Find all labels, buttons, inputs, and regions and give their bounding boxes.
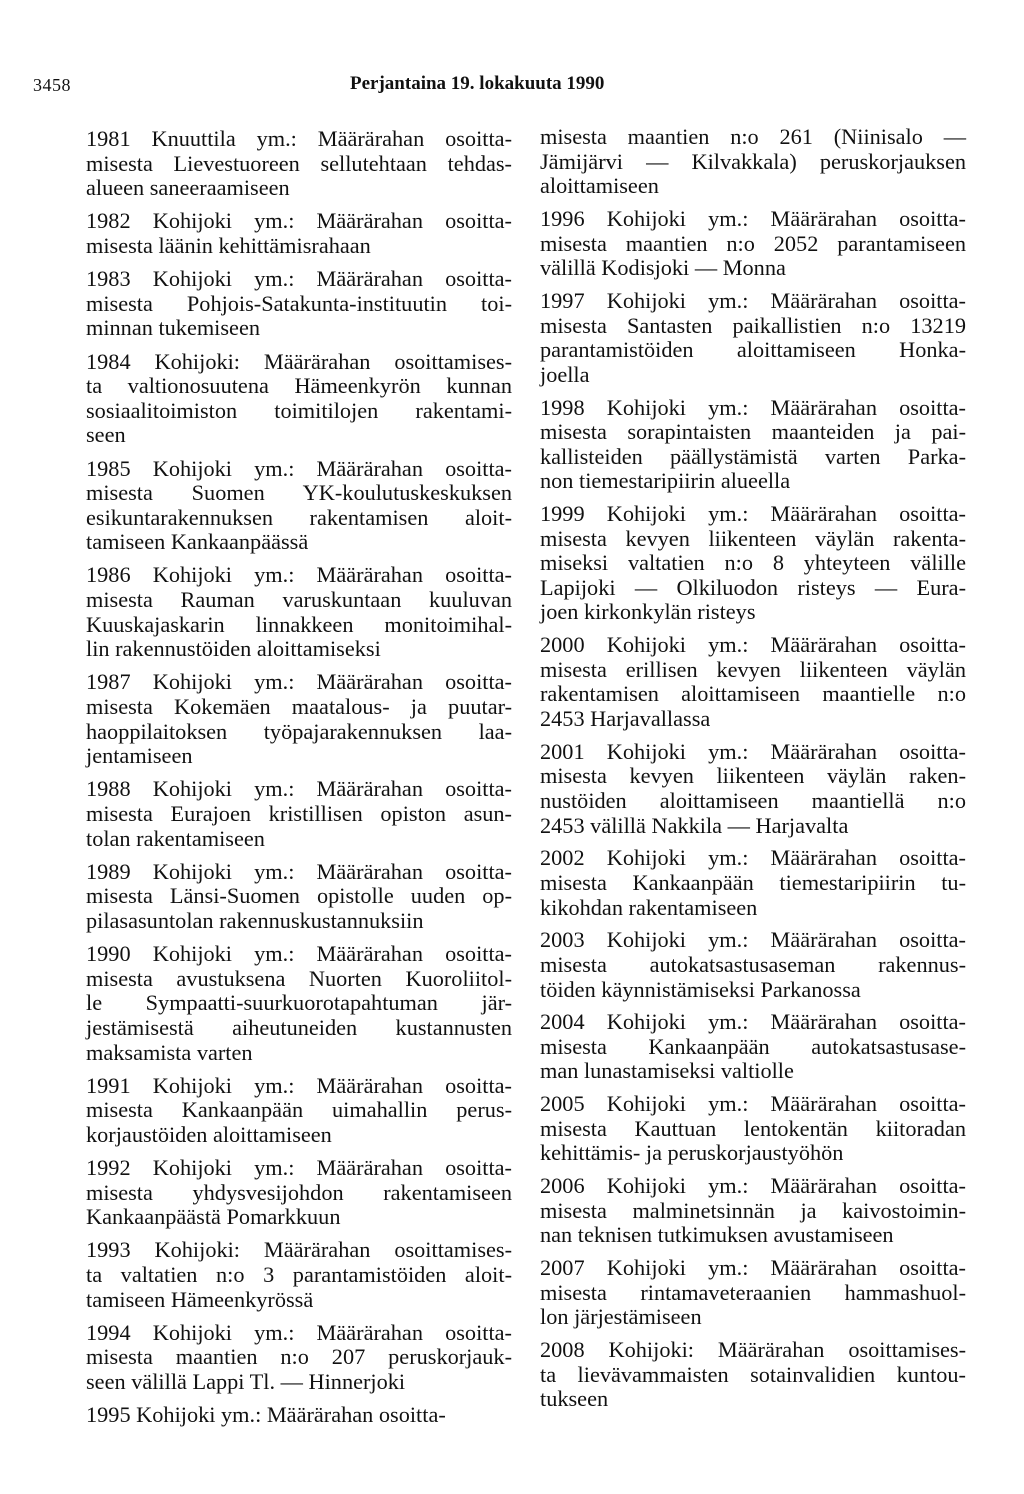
text-line: misesta malminetsinnän ja kaivostoimin-	[540, 1197, 966, 1223]
text-line: lon järjestämiseen	[540, 1304, 702, 1330]
text-line: le Sympaatti-suurkuorotapahtuman jär-	[86, 990, 512, 1016]
text-line: nan teknisen tutkimuksen avustamiseen	[540, 1222, 894, 1248]
text-line: tolan rakentamiseen	[86, 825, 265, 851]
text-line: 1987 Kohijoki ym.: Määrärahan osoitta-	[86, 669, 512, 695]
text-line: 2008 Kohijoki: Määrärahan osoittamises-	[540, 1337, 966, 1363]
motion-entry	[540, 633, 966, 731]
motion-entry	[86, 1403, 512, 1428]
motion-entry	[86, 860, 512, 934]
text-line: seen välillä Lappi Tl. — Hinnerjoki	[86, 1369, 406, 1395]
motion-entry	[540, 396, 966, 494]
motion-entry	[86, 1074, 512, 1148]
text-line: 1992 Kohijoki ym.: Määrärahan osoitta-	[86, 1155, 512, 1181]
text-line: Kuuskajaskarin linnakkeen monitoimihal-	[86, 611, 512, 637]
text-line: alueen saneeraamiseen	[86, 175, 290, 201]
text-line: misesta erillisen kevyen liikenteen väylän	[540, 656, 966, 682]
text-line: misesta autokatsastusaseman rakennus-	[540, 951, 966, 977]
text-line: kehittämis- ja peruskorjaustyöhön	[540, 1140, 844, 1166]
text-line: 2453 Harjavallassa	[540, 706, 711, 731]
text-line: misesta Kokemäen maatalous- ja puutar-	[86, 694, 512, 720]
text-line: jestämisestä aiheutuneiden kustannusten	[86, 1014, 512, 1040]
text-line: 2004 Kohijoki ym.: Määrärahan osoitta-	[540, 1009, 966, 1035]
text-line: 1991 Kohijoki ym.: Määrärahan osoitta-	[86, 1072, 512, 1098]
text-line: 1989 Kohijoki ym.: Määrärahan osoitta-	[86, 858, 512, 884]
text-line: 2001 Kohijoki ym.: Määrärahan osoitta-	[540, 738, 966, 764]
text-line: misesta läänin kehittämisrahaan	[86, 232, 371, 258]
text-line: ta valtatien n:o 3 parantamistöiden aloit-	[86, 1262, 512, 1288]
motion-entry	[86, 777, 512, 851]
text-line: 2002 Kohijoki ym.: Määrärahan osoitta-	[540, 845, 966, 871]
text-line: 1993 Kohijoki: Määrärahan osoittamises-	[86, 1237, 512, 1263]
text-line: 1982 Kohijoki ym.: Määrärahan osoitta-	[86, 208, 512, 234]
motion-entry	[86, 1156, 512, 1230]
text-line: misesta rintamaveteraanien hammashuol-	[540, 1279, 966, 1305]
text-line: 2000 Kohijoki ym.: Määrärahan osoitta-	[540, 632, 966, 658]
motion-entry	[86, 670, 512, 768]
text-line: 2007 Kohijoki ym.: Määrärahan osoitta-	[540, 1255, 966, 1281]
text-line: 1996 Kohijoki ym.: Määrärahan osoitta-	[540, 205, 966, 231]
text-line: nustöiden aloittamiseen maantiellä n:o	[540, 787, 966, 813]
text-line: lin rakennustöiden aloittamiseksi	[86, 636, 381, 662]
text-line: kallisteiden päällystämistä varten Parka-	[540, 443, 966, 469]
motion-entry	[540, 289, 966, 387]
text-line: töiden käynnistämiseksi Parkanossa	[540, 976, 861, 1002]
motion-entry	[540, 1338, 966, 1412]
text-line: Lapijoki — Olkiluodon risteys — Eura-	[540, 574, 966, 600]
text-line: misesta Suomen YK-koulutuskeskuksen	[86, 480, 512, 506]
motion-entry	[540, 740, 966, 838]
text-line: misesta Kauttuan lentokentän kiitoradan	[540, 1115, 966, 1141]
text-line: misesta Santasten paikallistien n:o 13219	[540, 312, 966, 338]
text-line: misesta Pohjois-Satakunta-instituutin toi-	[86, 290, 512, 316]
text-line: maksamista varten	[86, 1039, 253, 1065]
text-line: misesta Kankaanpään autokatsastusase-	[540, 1033, 966, 1059]
text-line: misesta maantien n:o 261 (Niinisalo —	[540, 124, 966, 149]
motion-entry	[86, 127, 512, 201]
text-line: 1981 Knuuttila ym.: Määrärahan osoitta-	[86, 126, 512, 151]
text-line: 2005 Kohijoki ym.: Määrärahan osoitta-	[540, 1091, 966, 1117]
motion-entry	[540, 846, 966, 920]
text-line: ta lievävammaisten sotainvalidien kuntou-	[540, 1361, 966, 1387]
motion-entry	[86, 1238, 512, 1312]
left-column	[86, 127, 512, 1428]
text-line: pilasasuntolan rakennuskustannuksiin	[86, 907, 424, 933]
motion-entry	[86, 1321, 512, 1395]
text-line: misesta sorapintaisten maanteiden ja pai-	[540, 419, 966, 445]
text-line: 1985 Kohijoki ym.: Määrärahan osoitta-	[86, 455, 512, 481]
motion-entry	[540, 928, 966, 1002]
motion-entry	[540, 1256, 966, 1330]
text-line: Jämijärvi — Kilvakkala) peruskorjauksen	[540, 148, 966, 174]
text-line: ta valtionosuutena Hämeenkyrön kunnan	[86, 373, 512, 399]
motion-entry	[540, 125, 966, 199]
text-line: esikuntarakennuksen rakentamisen aloit-	[86, 504, 512, 530]
text-line: non tiemestaripiirin alueella	[540, 468, 791, 494]
text-line: joen kirkonkylän risteys	[540, 599, 756, 625]
text-line: 1983 Kohijoki ym.: Määrärahan osoitta-	[86, 266, 512, 292]
text-line: kikohdan rakentamiseen	[540, 894, 758, 920]
text-line: korjaustöiden aloittamiseen	[86, 1121, 332, 1147]
right-column	[540, 125, 966, 1412]
text-line: 1986 Kohijoki ym.: Määrärahan osoitta-	[86, 562, 512, 588]
text-line: 1988 Kohijoki ym.: Määrärahan osoitta-	[86, 776, 512, 802]
text-line: välillä Kodisjoki — Monna	[540, 255, 786, 281]
motion-entry	[86, 942, 512, 1065]
text-line: 2006 Kohijoki ym.: Määrärahan osoitta-	[540, 1173, 966, 1199]
text-line: misesta Kankaanpään tiemestaripiirin tu-	[540, 869, 966, 895]
text-line: jentamiseen	[86, 743, 193, 769]
text-line: misesta Lievestuoreen sellutehtaan tehdas-	[86, 150, 512, 176]
text-line: 1990 Kohijoki ym.: Määrärahan osoitta-	[86, 941, 512, 967]
text-line: sosiaalitoimiston toimitilojen rakentami-	[86, 397, 512, 423]
text-line: miseksi valtatien n:o 8 yhteyteen välille	[540, 550, 966, 576]
text-line: misesta avustuksena Nuorten Kuoroliitol-	[86, 965, 512, 991]
text-line: 1999 Kohijoki ym.: Määrärahan osoitta-	[540, 501, 966, 527]
text-line: rakentamisen aloittamiseen maantielle n:o	[540, 681, 966, 707]
motion-entry	[540, 207, 966, 281]
motion-entry	[540, 1092, 966, 1166]
text-line: man lunastamiseksi valtiolle	[540, 1058, 794, 1084]
text-line: 1995 Kohijoki ym.: Määrärahan osoitta-	[86, 1402, 446, 1428]
text-line: misesta Länsi-Suomen opistolle uuden op-	[86, 883, 512, 909]
page-number: 3458	[33, 75, 71, 95]
text-line: tamiseen Hämeenkyrössä	[86, 1286, 314, 1312]
motion-entry	[540, 1010, 966, 1084]
text-line: haoppilaitoksen työpajarakennuksen laa-	[86, 718, 512, 744]
text-line: misesta Eurajoen kristillisen opiston asun-	[86, 801, 512, 826]
running-head: Perjantaina 19. lokakuuta 1990	[350, 73, 605, 94]
text-line: parantamistöiden aloittamiseen Honka-	[540, 337, 966, 363]
text-line: misesta kevyen liikenteen väylän raken-	[540, 763, 966, 789]
text-line: 1994 Kohijoki ym.: Määrärahan osoitta-	[86, 1319, 512, 1345]
motion-entry	[86, 267, 512, 341]
text-line: seen	[86, 422, 126, 448]
text-line: misesta yhdysvesijohdon rakentamiseen	[86, 1179, 512, 1205]
text-line: 1984 Kohijoki: Määrärahan osoittamises-	[86, 348, 512, 374]
text-line: Kankaanpäästä Pomarkkuun	[86, 1204, 341, 1230]
text-line: misesta maantien n:o 207 peruskorjauk-	[86, 1344, 512, 1370]
motion-entry	[86, 350, 512, 448]
text-line: tukseen	[540, 1386, 609, 1412]
motion-entry	[540, 1174, 966, 1248]
motion-entry	[86, 563, 512, 661]
text-line: tamiseen Kankaanpäässä	[86, 529, 309, 555]
text-line: aloittamiseen	[540, 173, 659, 199]
text-line: 2003 Kohijoki ym.: Määrärahan osoitta-	[540, 927, 966, 953]
text-line: misesta kevyen liikenteen väylän rakenta-	[540, 525, 966, 551]
text-line: minnan tukemiseen	[86, 315, 260, 341]
text-line: 1997 Kohijoki ym.: Määrärahan osoitta-	[540, 287, 966, 313]
motion-entry	[86, 457, 512, 555]
motion-entry	[540, 502, 966, 625]
text-line: misesta maantien n:o 2052 parantamiseen	[540, 230, 966, 256]
motion-entry	[86, 209, 512, 258]
text-line: misesta Rauman varuskuntaan kuuluvan	[86, 587, 512, 613]
text-line: joella	[540, 361, 590, 387]
text-line: misesta Kankaanpään uimahallin perus-	[86, 1097, 512, 1123]
text-line: 2453 välillä Nakkila — Harjavalta	[540, 812, 849, 838]
text-line: 1998 Kohijoki ym.: Määrärahan osoitta-	[540, 394, 966, 420]
